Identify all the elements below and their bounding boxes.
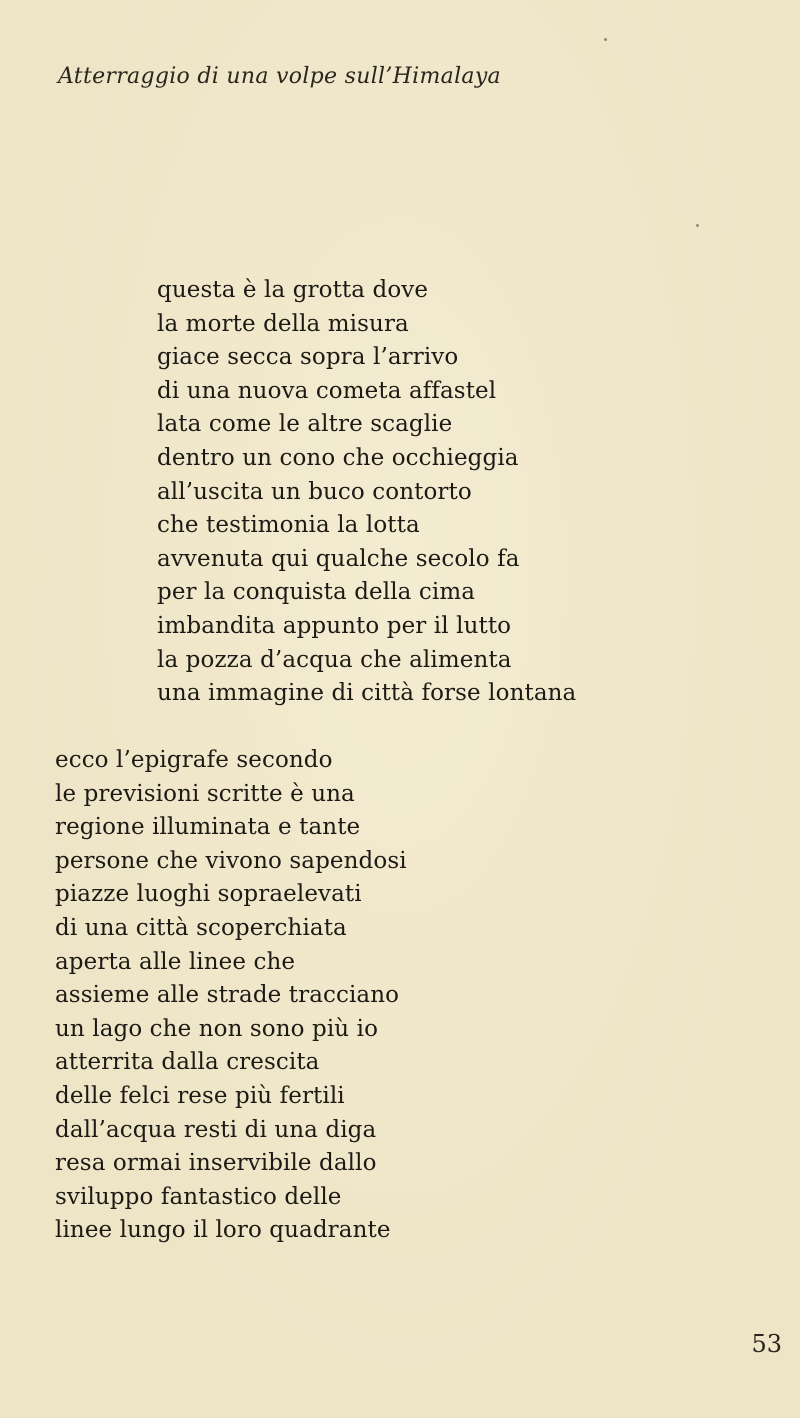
verse-line: regione illuminata e tante (55, 814, 361, 841)
verse-line: le previsioni scritte è una (55, 780, 355, 807)
verse-line: per la conquista della cima (157, 579, 476, 606)
verse-line: un lago che non sono più io (55, 1015, 379, 1042)
verse-line: avvenuta qui qualche secolo fa (157, 545, 520, 572)
stanza-2 (55, 744, 407, 1248)
verse-line: di una città scoperchiata (55, 914, 347, 941)
paper-speck (696, 224, 699, 227)
verse-line: ecco l’epigrafe secondo (55, 747, 333, 773)
verse-line: linee lungo il loro quadrante (55, 1217, 391, 1244)
verse-line: giace secca sopra l’arrivo (157, 344, 459, 371)
verse-line: la morte della misura (157, 310, 409, 337)
paper-speck (604, 38, 607, 41)
verse-line: la pozza d’acqua che alimenta (157, 646, 512, 673)
verse-line: che testimonia la lotta (157, 512, 420, 539)
verse-line: imbandita appunto per il lutto (157, 612, 512, 639)
verse-line: di una nuova cometa affastel (157, 377, 497, 404)
verse-line: una immagine di città forse lontana (157, 680, 577, 707)
verse-line: aperta alle linee che (55, 948, 296, 975)
verse-line: all’uscita un buco contorto (157, 478, 472, 505)
verse-line: assieme alle strade tracciano (55, 982, 400, 1009)
running-head: Atterraggio di una volpe sull’Himalaya (58, 64, 501, 89)
verse-line: dall’acqua resti di una diga (55, 1116, 377, 1143)
verse-line: questa è la grotta dove (157, 277, 429, 303)
verse-line: dentro un cono che occhieggia (157, 444, 519, 471)
verse-line: resa ormai inservibile dallo (55, 1150, 377, 1177)
page-number: 53 (751, 1330, 782, 1358)
verse-line: persone che vivono sapendosi (55, 847, 407, 874)
stanza-1 (157, 274, 576, 711)
verse-line: sviluppo fantastico delle (55, 1183, 342, 1210)
verse-line: delle felci rese più fertili (55, 1082, 345, 1109)
verse-line: atterrita dalla crescita (55, 1049, 320, 1076)
verse-line: piazze luoghi sopraelevati (55, 881, 362, 908)
verse-line: lata come le altre scaglie (157, 411, 453, 438)
